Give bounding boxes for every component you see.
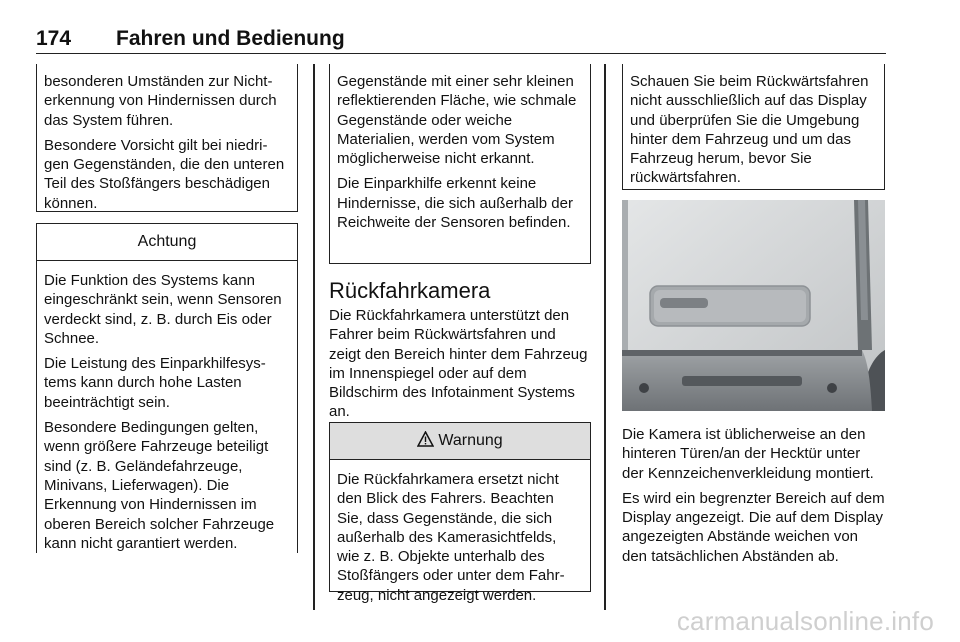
watermark: carmanualsonline.info bbox=[676, 606, 934, 636]
caution-heading: Achtung bbox=[37, 224, 297, 261]
paragraph: Besondere Bedingungen gelten, wenn größere Fahrzeuge beteiligt sind (z. B. Geländefahrzeuge, Minivans, Lieferwagen). Die Erkennung von Hindernissen im oberen Bereich solcher Fahrzeuge kann nicht garantiert werden. bbox=[44, 419, 275, 552]
column-divider bbox=[604, 64, 606, 610]
warning-box bbox=[329, 422, 591, 604]
paragraph: Die Funktion des Systems kann eingeschränkt sein, wenn Sensoren verdeckt sind, z. B. durch Eis oder Schnee. bbox=[44, 272, 282, 347]
warning-heading: Warnung bbox=[438, 432, 503, 449]
warning-triangle-icon bbox=[417, 431, 434, 452]
page-header bbox=[36, 24, 886, 54]
paragraph: besonderen Umständen zur Nichterkennung von Hindernissen durch das System führen. bbox=[44, 73, 277, 129]
paragraph: Es wird ein begrenzter Bereich auf dem Display angezeigt. Die auf dem Display angezeigten Abstände weichen von den tatsächlichen Abständen ab. bbox=[622, 489, 885, 565]
paragraph: Die Rückfahrkamera ersetzt nicht den Blick des Fahrers. Beachten Sie, dass Gegenstände, die sich außerhalb des Kamerasichtfelds, wie z. B. Objekte unterhalb des Stoßfängers oder unter dem Fahrzeug, nicht angezeigt werden. bbox=[337, 471, 565, 604]
camera-text-block bbox=[622, 425, 885, 566]
continued-notice-box-col2 bbox=[329, 64, 591, 264]
caution-box bbox=[36, 223, 298, 553]
column-divider bbox=[313, 64, 315, 610]
section-paragraph: Die Rückfahrkamera unterstützt den Fahrer beim Rückwärtsfahren und zeigt den Bereich hinter dem Fahrzeug im Innenspiegel oder auf dem Bildschirm des Infotainment Systems an. bbox=[329, 307, 588, 421]
paragraph: Die Einparkhilfe erkennt keine Hindernisse, die sich außerhalb der Reichweite der Sensoren befinden. bbox=[337, 175, 573, 232]
paragraph: Besondere Vorsicht gilt bei niedrigen Gegenständen, die den unteren Teil des Stoßfängers beschädigen können. bbox=[44, 136, 285, 212]
paragraph: Gegenstände mit einer sehr kleinen reflektierenden Fläche, wie schmale Gegenstände oder weiche Materialien, werden vom System möglicherweise nicht erkannt. bbox=[337, 73, 577, 168]
page-title: Fahren und Bedienung bbox=[116, 27, 345, 50]
section-title: Rückfahrkamera bbox=[329, 278, 491, 303]
paragraph: Die Leistung des Einparkhilfesystems kann durch hohe Lasten beeinträchtigt sein. bbox=[44, 355, 266, 411]
warning-heading-bar bbox=[330, 423, 590, 460]
rear-camera-vehicle-photo bbox=[622, 200, 885, 411]
paragraph: Die Kamera ist üblicherweise an den hinteren Türen/an der Hecktür unter der Kennzeichenverkleidung montiert. bbox=[622, 426, 874, 482]
continued-notice-box-col3 bbox=[622, 64, 885, 190]
paragraph: Schauen Sie beim Rückwärtsfahren nicht ausschließlich auf das Display und überprüfen Sie die Umgebung hinter dem Fahrzeug und um das Fahrzeug herum, bevor Sie rückwärtsfahren. bbox=[630, 73, 869, 187]
continued-notice-box-col1 bbox=[36, 64, 298, 212]
page-number: 174 bbox=[36, 27, 72, 50]
